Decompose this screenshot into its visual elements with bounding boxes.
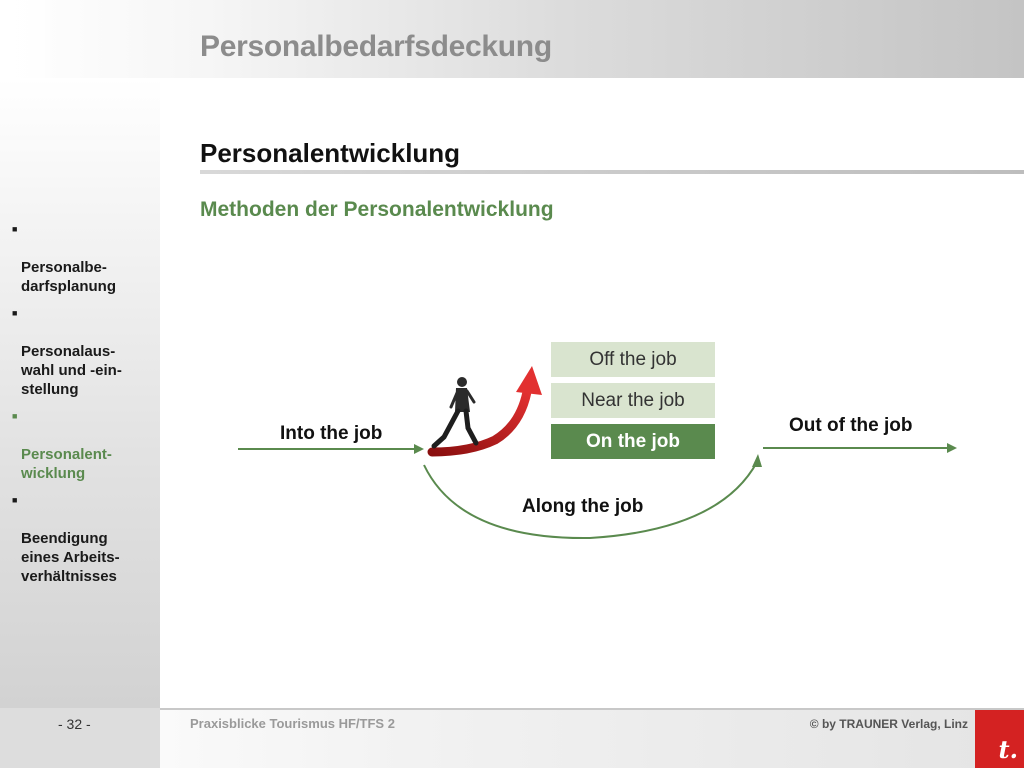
bullet-icon: ■ (12, 495, 18, 505)
logo-text: t. (998, 735, 1018, 764)
label-out-of-the-job: Out of the job (789, 415, 913, 436)
publisher-logo (975, 710, 1024, 768)
section-title: Personalentwicklung (200, 138, 461, 168)
footer-divider (160, 708, 1024, 710)
box-on-the-job: On the job (551, 424, 715, 459)
label-into-the-job: Into the job (280, 423, 383, 444)
sidebar-item-label: Beendigung eines Arbeits- verhältnisses (21, 530, 120, 585)
page-title: Personalbedarfsdeckung (200, 30, 552, 63)
bullet-icon: ■ (12, 308, 18, 318)
walking-businessman-icon (434, 377, 476, 446)
sidebar-item-label: Personalent- wicklung (21, 446, 112, 482)
sidebar-item-label: Personalbe- darfsplanung (21, 259, 117, 295)
box-near-the-job: Near the job (551, 383, 715, 418)
copyright-text: © by TRAUNER Verlag, Linz (809, 717, 968, 731)
label-along-the-job: Along the job (522, 496, 644, 517)
sidebar-item-label: Personalaus- wahl und -ein- stellung (21, 343, 122, 398)
into-arrow (238, 444, 424, 454)
out-arrow (763, 443, 957, 453)
bullet-icon: ■ (12, 411, 18, 421)
section-subtitle: Methoden der Personalentwicklung (200, 198, 554, 221)
bullet-icon: ■ (12, 224, 18, 234)
box-off-the-job: Off the job (551, 342, 715, 377)
growth-arrow-icon (432, 366, 542, 452)
footer-source: Praxisblicke Tourismus HF/TFS 2 (190, 716, 395, 731)
page-number: - 32 - (58, 716, 91, 732)
